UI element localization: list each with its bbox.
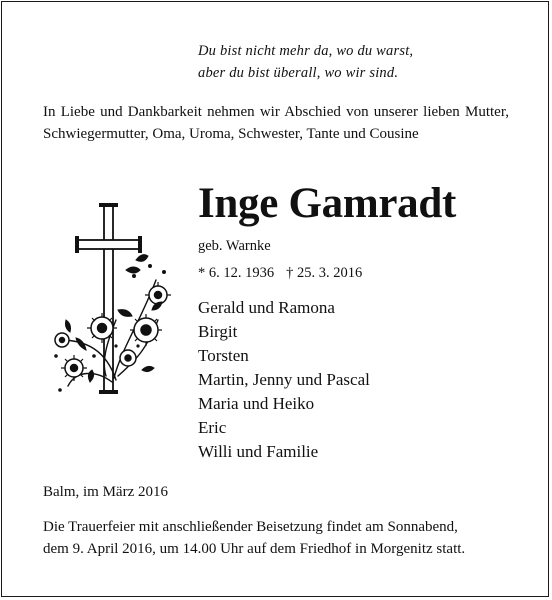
memorial-quote bbox=[198, 40, 413, 84]
mourner-entry: Torsten bbox=[198, 346, 249, 365]
life-dates bbox=[198, 262, 362, 284]
intro-text: In Liebe und Dankbarkeit nehmen wir Abschied von unserer lieben Mutter, Schwiegermutter, Oma, Uroma, Schwester, Tante und Cousine bbox=[43, 104, 509, 142]
mourner-entry: Eric bbox=[198, 418, 227, 437]
deceased-name: Inge Gamradt bbox=[198, 180, 456, 227]
funeral-line-1: Die Trauerfeier mit anschließender Beisetzung findet am Sonnabend, bbox=[43, 519, 458, 535]
cross-with-flowers-icon bbox=[46, 200, 176, 400]
mourner-entry: Willi und Familie bbox=[198, 442, 319, 461]
funeral-details bbox=[43, 516, 513, 560]
birth-name: geb. Warnke bbox=[198, 238, 271, 254]
quote-line-1: Du bist nicht mehr da, wo du warst, bbox=[198, 43, 414, 59]
mourner-entry: Maria und Heiko bbox=[198, 394, 315, 413]
mourners-list bbox=[198, 296, 370, 464]
mourner-entry: Gerald und Ramona bbox=[198, 298, 335, 317]
mourner-entry: Birgit bbox=[198, 322, 238, 341]
place-and-date: Balm, im März 2016 bbox=[43, 484, 168, 500]
birth-date: * 6. 12. 1936 bbox=[198, 265, 275, 281]
funeral-line-2: dem 9. April 2016, um 14.00 Uhr auf dem Friedhof in Morgenitz statt. bbox=[43, 541, 466, 557]
quote-line-2: aber du bist überall, wo wir sind. bbox=[198, 65, 399, 81]
mourner-entry: Martin, Jenny und Pascal bbox=[198, 370, 370, 389]
death-date: † 25. 3. 2016 bbox=[286, 265, 363, 281]
